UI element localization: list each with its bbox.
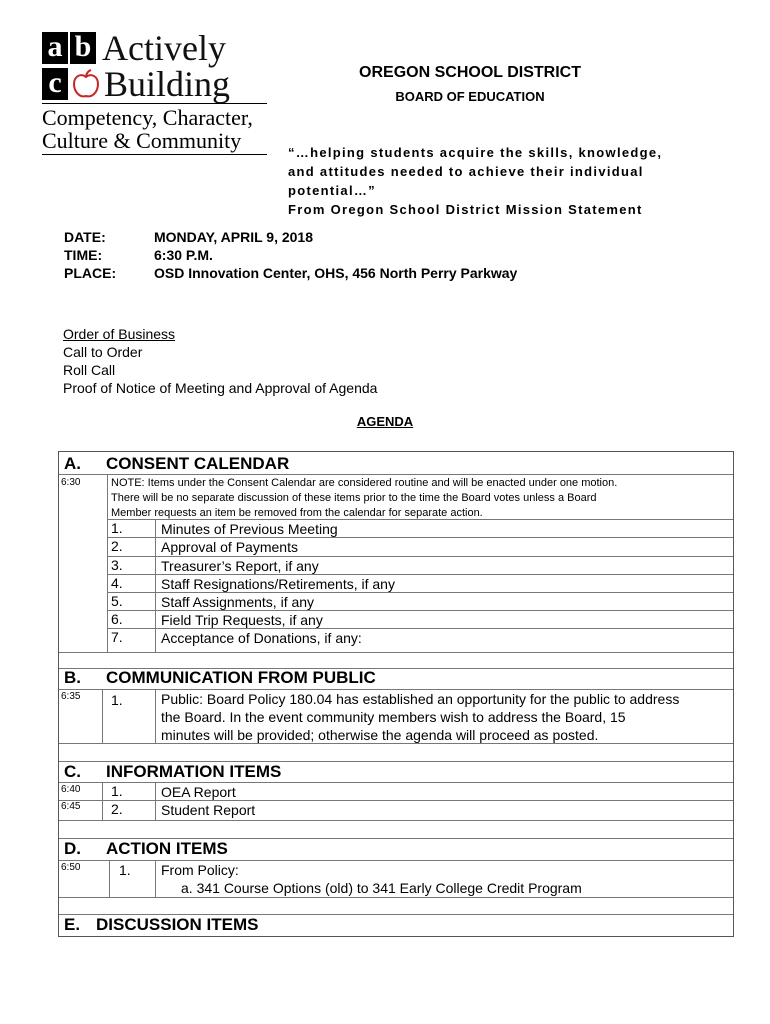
order-item: Proof of Notice of Meeting and Approval of Agenda <box>63 380 378 396</box>
consent-item: Staff Resignations/Retirements, if any <box>161 576 395 592</box>
section-c-header: C. INFORMATION ITEMS <box>64 762 282 781</box>
section-a-time: 6:30 <box>61 477 81 488</box>
logo-letter-b: b <box>70 32 96 64</box>
information-item-number: 1. <box>111 783 123 799</box>
order-of-business <box>63 325 377 397</box>
section-e-header: E. DISCUSSION ITEMS <box>64 915 259 934</box>
information-item-number: 2. <box>111 801 123 817</box>
order-item: Call to Order <box>63 344 143 360</box>
logo-rule-bottom <box>42 154 267 155</box>
apple-icon <box>70 68 102 100</box>
consent-item-number: 5. <box>111 593 123 609</box>
board-title: BOARD OF EDUCATION <box>395 89 545 104</box>
date-value: MONDAY, APRIL 9, 2018 <box>154 229 313 245</box>
action-item-number: 1. <box>119 862 131 878</box>
section-b-time: 6:35 <box>61 691 81 702</box>
time-value: 6:30 P.M. <box>154 247 213 263</box>
consent-item-number: 7. <box>111 629 123 645</box>
section-d-time: 6:50 <box>61 862 81 873</box>
consent-item: Approval of Payments <box>161 539 298 555</box>
order-heading: Order of Business <box>63 326 176 342</box>
consent-item-number: 1. <box>111 520 123 536</box>
section-b-header: B. COMMUNICATION FROM PUBLIC <box>64 668 376 687</box>
communication-item-number: 1. <box>111 692 123 708</box>
section-a-header: A. CONSENT CALENDAR <box>64 454 290 473</box>
mission-line: and attitudes needed to achieve their individual <box>288 164 644 179</box>
communication-line: Public: Board Policy 180.04 has established an opportunity for the public to address <box>161 691 680 707</box>
communication-line: the Board. In the event community members wish to address the Board, 15 <box>161 709 626 725</box>
consent-item-number: 2. <box>111 538 123 554</box>
consent-item-number: 3. <box>111 557 123 573</box>
logo-rule <box>42 103 267 104</box>
information-item: Student Report <box>161 802 256 818</box>
information-item: OEA Report <box>161 784 236 800</box>
logo-letter-c: c <box>42 68 68 100</box>
consent-item: Acceptance of Donations, if any: <box>161 630 362 646</box>
section-c-time: 6:40 <box>61 784 81 795</box>
district-logo <box>42 30 272 155</box>
consent-item: Treasurer’s Report, if any <box>161 558 319 574</box>
mission-line: From Oregon School District Mission Statement <box>288 202 643 217</box>
place-value: OSD Innovation Center, OHS, 456 North Perry Parkway <box>154 265 518 281</box>
action-subitem: a. 341 Course Options (old) to 341 Early College Credit Program <box>181 880 582 896</box>
order-item: Roll Call <box>63 362 116 378</box>
district-title: OREGON SCHOOL DISTRICT <box>359 64 581 81</box>
mission-statement <box>288 143 662 219</box>
date-label: DATE: <box>64 229 106 245</box>
mission-line: potential…” <box>288 183 376 198</box>
place-label: PLACE: <box>64 265 117 281</box>
logo-tagline-1: Competency, Character, <box>42 105 253 130</box>
consent-item: Staff Assignments, if any <box>161 594 315 610</box>
section-d-header: D. ACTION ITEMS <box>64 839 228 858</box>
logo-tagline-2: Culture & Community <box>42 128 242 153</box>
consent-item-number: 4. <box>111 575 123 591</box>
action-item: From Policy: <box>161 862 239 878</box>
time-label: TIME: <box>64 247 103 263</box>
consent-item-number: 6. <box>111 611 123 627</box>
agenda-title: AGENDA <box>356 414 414 429</box>
logo-word-building: Building <box>104 64 231 104</box>
logo-word-actively: Actively <box>102 28 226 68</box>
section-c-time: 6:45 <box>61 801 81 812</box>
consent-note: NOTE: Items under the Consent Calendar are considered routine and will be enacted under one motion. There will be no separate discussion of these items prior to the time the Board votes unless a Board Member requests an item be removed from the calendar for separate action. <box>111 477 618 519</box>
communication-line: minutes will be provided; otherwise the agenda will proceed as posted. <box>161 727 599 743</box>
consent-item: Minutes of Previous Meeting <box>161 521 338 537</box>
logo-letter-a: a <box>42 32 68 64</box>
consent-item: Field Trip Requests, if any <box>161 612 323 628</box>
mission-line: “…helping students acquire the skills, knowledge, <box>288 145 663 160</box>
agenda-table <box>58 451 734 937</box>
